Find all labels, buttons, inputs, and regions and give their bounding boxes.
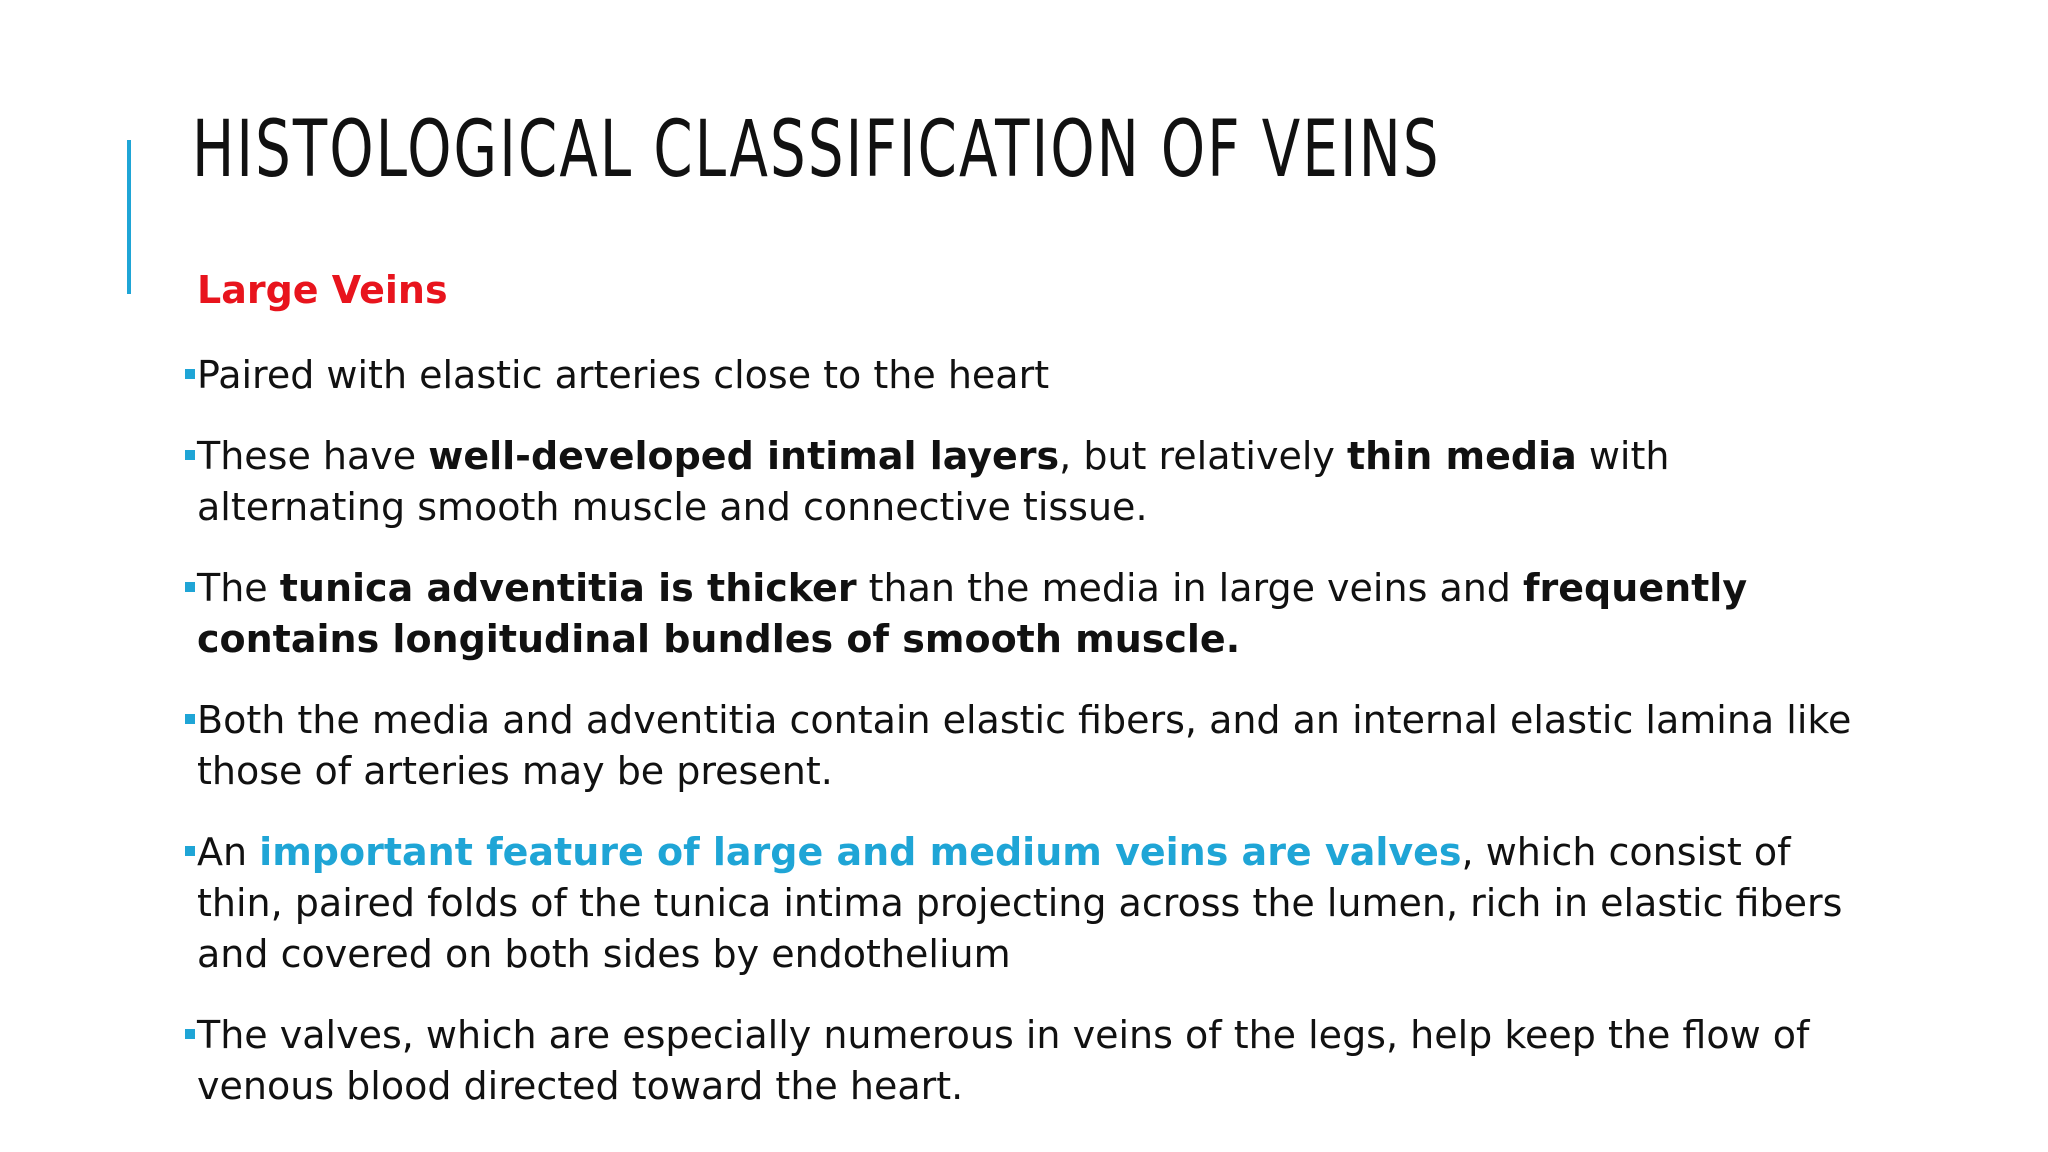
section-subheading: Large Veins bbox=[197, 268, 448, 312]
bullet-text: The valves, which are especially numerous in veins of the legs, help keep the flow of venous blood directed toward the heart. bbox=[197, 1013, 1810, 1108]
bullet-text: The tunica adventitia is thicker than the media in large veins and frequently contains longitudinal bundles of smooth muscle. bbox=[197, 566, 1748, 661]
bullet-item bbox=[180, 1010, 1880, 1112]
bullet-text: An important feature of large and medium veins are valves, which consist of thin, paired folds of the tunica intima projecting across the lumen, rich in elastic fibers and covered on both sides by endothelium bbox=[197, 830, 1843, 976]
bullet-text: Paired with elastic arteries close to the heart bbox=[197, 353, 1050, 397]
square-bullet-icon bbox=[185, 369, 195, 379]
bullet-item bbox=[180, 350, 1880, 401]
square-bullet-icon bbox=[185, 450, 195, 460]
slide-title: HISTOLOGICAL CLASSIFICATION OF VEINS bbox=[192, 105, 1441, 195]
bullet-list bbox=[180, 350, 1880, 1142]
bullet-item bbox=[180, 827, 1880, 980]
bullet-text: These have well-developed intimal layers, but relatively thin media with alternating smooth muscle and connective tissue. bbox=[197, 434, 1670, 529]
square-bullet-icon bbox=[185, 846, 195, 856]
highlighted-phrase: important feature of large and medium veins are valves bbox=[259, 830, 1462, 874]
square-bullet-icon bbox=[185, 1029, 195, 1039]
square-bullet-icon bbox=[185, 714, 195, 724]
bullet-text: Both the media and adventitia contain elastic fibers, and an internal elastic lamina like those of arteries may be present. bbox=[197, 698, 1852, 793]
square-bullet-icon bbox=[185, 582, 195, 592]
bullet-item bbox=[180, 695, 1880, 797]
bullet-item bbox=[180, 431, 1880, 533]
title-accent-bar bbox=[127, 140, 131, 294]
bullet-item bbox=[180, 563, 1880, 665]
